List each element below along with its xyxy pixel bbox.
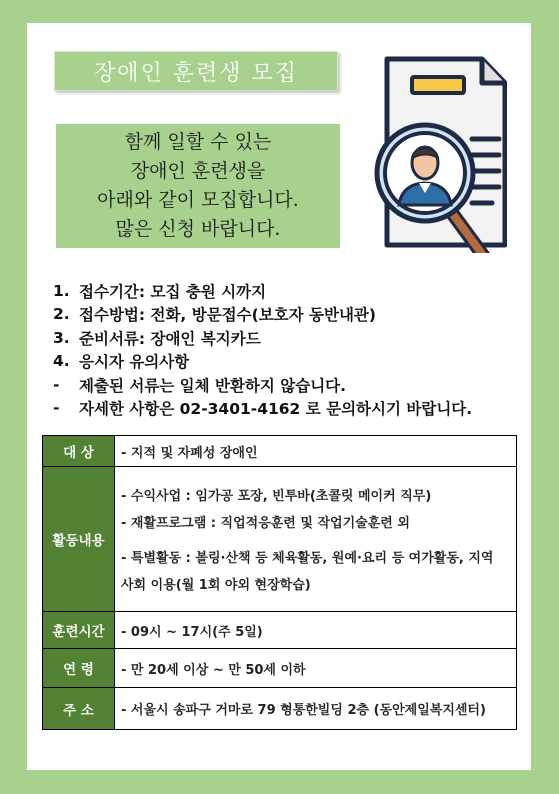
table-row	[43, 436, 517, 467]
row-value-target: - 지적 및 자폐성 장애인	[115, 436, 517, 467]
poster-title: 장애인 훈련생 모집	[54, 51, 338, 91]
table-row	[43, 649, 517, 688]
row-label-target: 대 상	[43, 436, 115, 467]
list-text: 접수기간: 모집 충원 시까지	[79, 282, 267, 301]
row-value-age: - 만 20세 이상 ~ 만 50세 이하	[115, 649, 517, 688]
intro-line: 장애인 훈련생을	[130, 160, 266, 182]
table-row	[43, 612, 517, 649]
row-value-hours: - 09시 ~ 17시(주 5일)	[115, 612, 517, 649]
list-marker: 2.	[53, 305, 70, 324]
list-item	[53, 326, 531, 350]
intro-line: 함께 일할 수 있는	[124, 131, 272, 153]
list-marker: -	[53, 399, 60, 418]
intro-line: 아래와 같이 모집합니다.	[97, 189, 299, 211]
row-label-age: 연 령	[43, 649, 115, 688]
row-label-address: 주 소	[43, 688, 115, 730]
list-text: 준비서류: 장애인 복지카드	[79, 329, 261, 348]
list-text: 제출된 서류는 일체 반환하지 않습니다.	[79, 376, 347, 395]
activity-line: - 특별활동 : 볼링·산책 등 체육활동, 원예·요리 등 여가활동, 지역	[121, 551, 494, 566]
row-label-activities: 활동내용	[43, 467, 115, 612]
table-row	[43, 467, 517, 612]
list-item	[53, 373, 531, 397]
row-value-activities	[115, 467, 517, 612]
activity-line: - 수익사업 : 임가공 포장, 빈투바(초콜릿 메이커 직무)	[121, 489, 432, 504]
poster-sheet	[27, 23, 531, 770]
list-marker: -	[53, 375, 60, 394]
document-search-person-icon	[357, 53, 507, 253]
list-text: 자세한 사항은 02-3401-4162 로 문의하시기 바랍니다.	[79, 400, 473, 419]
list-item	[53, 279, 531, 303]
list-marker: 1.	[53, 281, 70, 300]
row-value-address: - 서울시 송파구 거마로 79 형통한빌딩 2층 (동안제일복지센터)	[115, 688, 517, 730]
activity-line: 사회 이용(월 1회 야외 현장학습)	[121, 578, 311, 593]
list-text: 응시자 유의사항	[79, 353, 190, 372]
list-item	[53, 303, 531, 327]
list-item	[53, 397, 531, 421]
intro-line: 많은 신청 바랍니다.	[115, 218, 281, 240]
list-marker: 3.	[53, 328, 70, 347]
row-label-hours: 훈련시간	[43, 612, 115, 649]
list-item	[53, 350, 531, 374]
info-list	[53, 279, 531, 420]
list-text: 접수방법: 전화, 방문접수(보호자 동반내관)	[79, 306, 376, 325]
activity-line: - 재활프로그램 : 직업적응훈련 및 작업기술훈련 외	[121, 516, 410, 531]
list-marker: 4.	[53, 352, 70, 371]
table-row	[43, 688, 517, 730]
intro-box	[56, 124, 340, 248]
details-table	[42, 435, 517, 730]
